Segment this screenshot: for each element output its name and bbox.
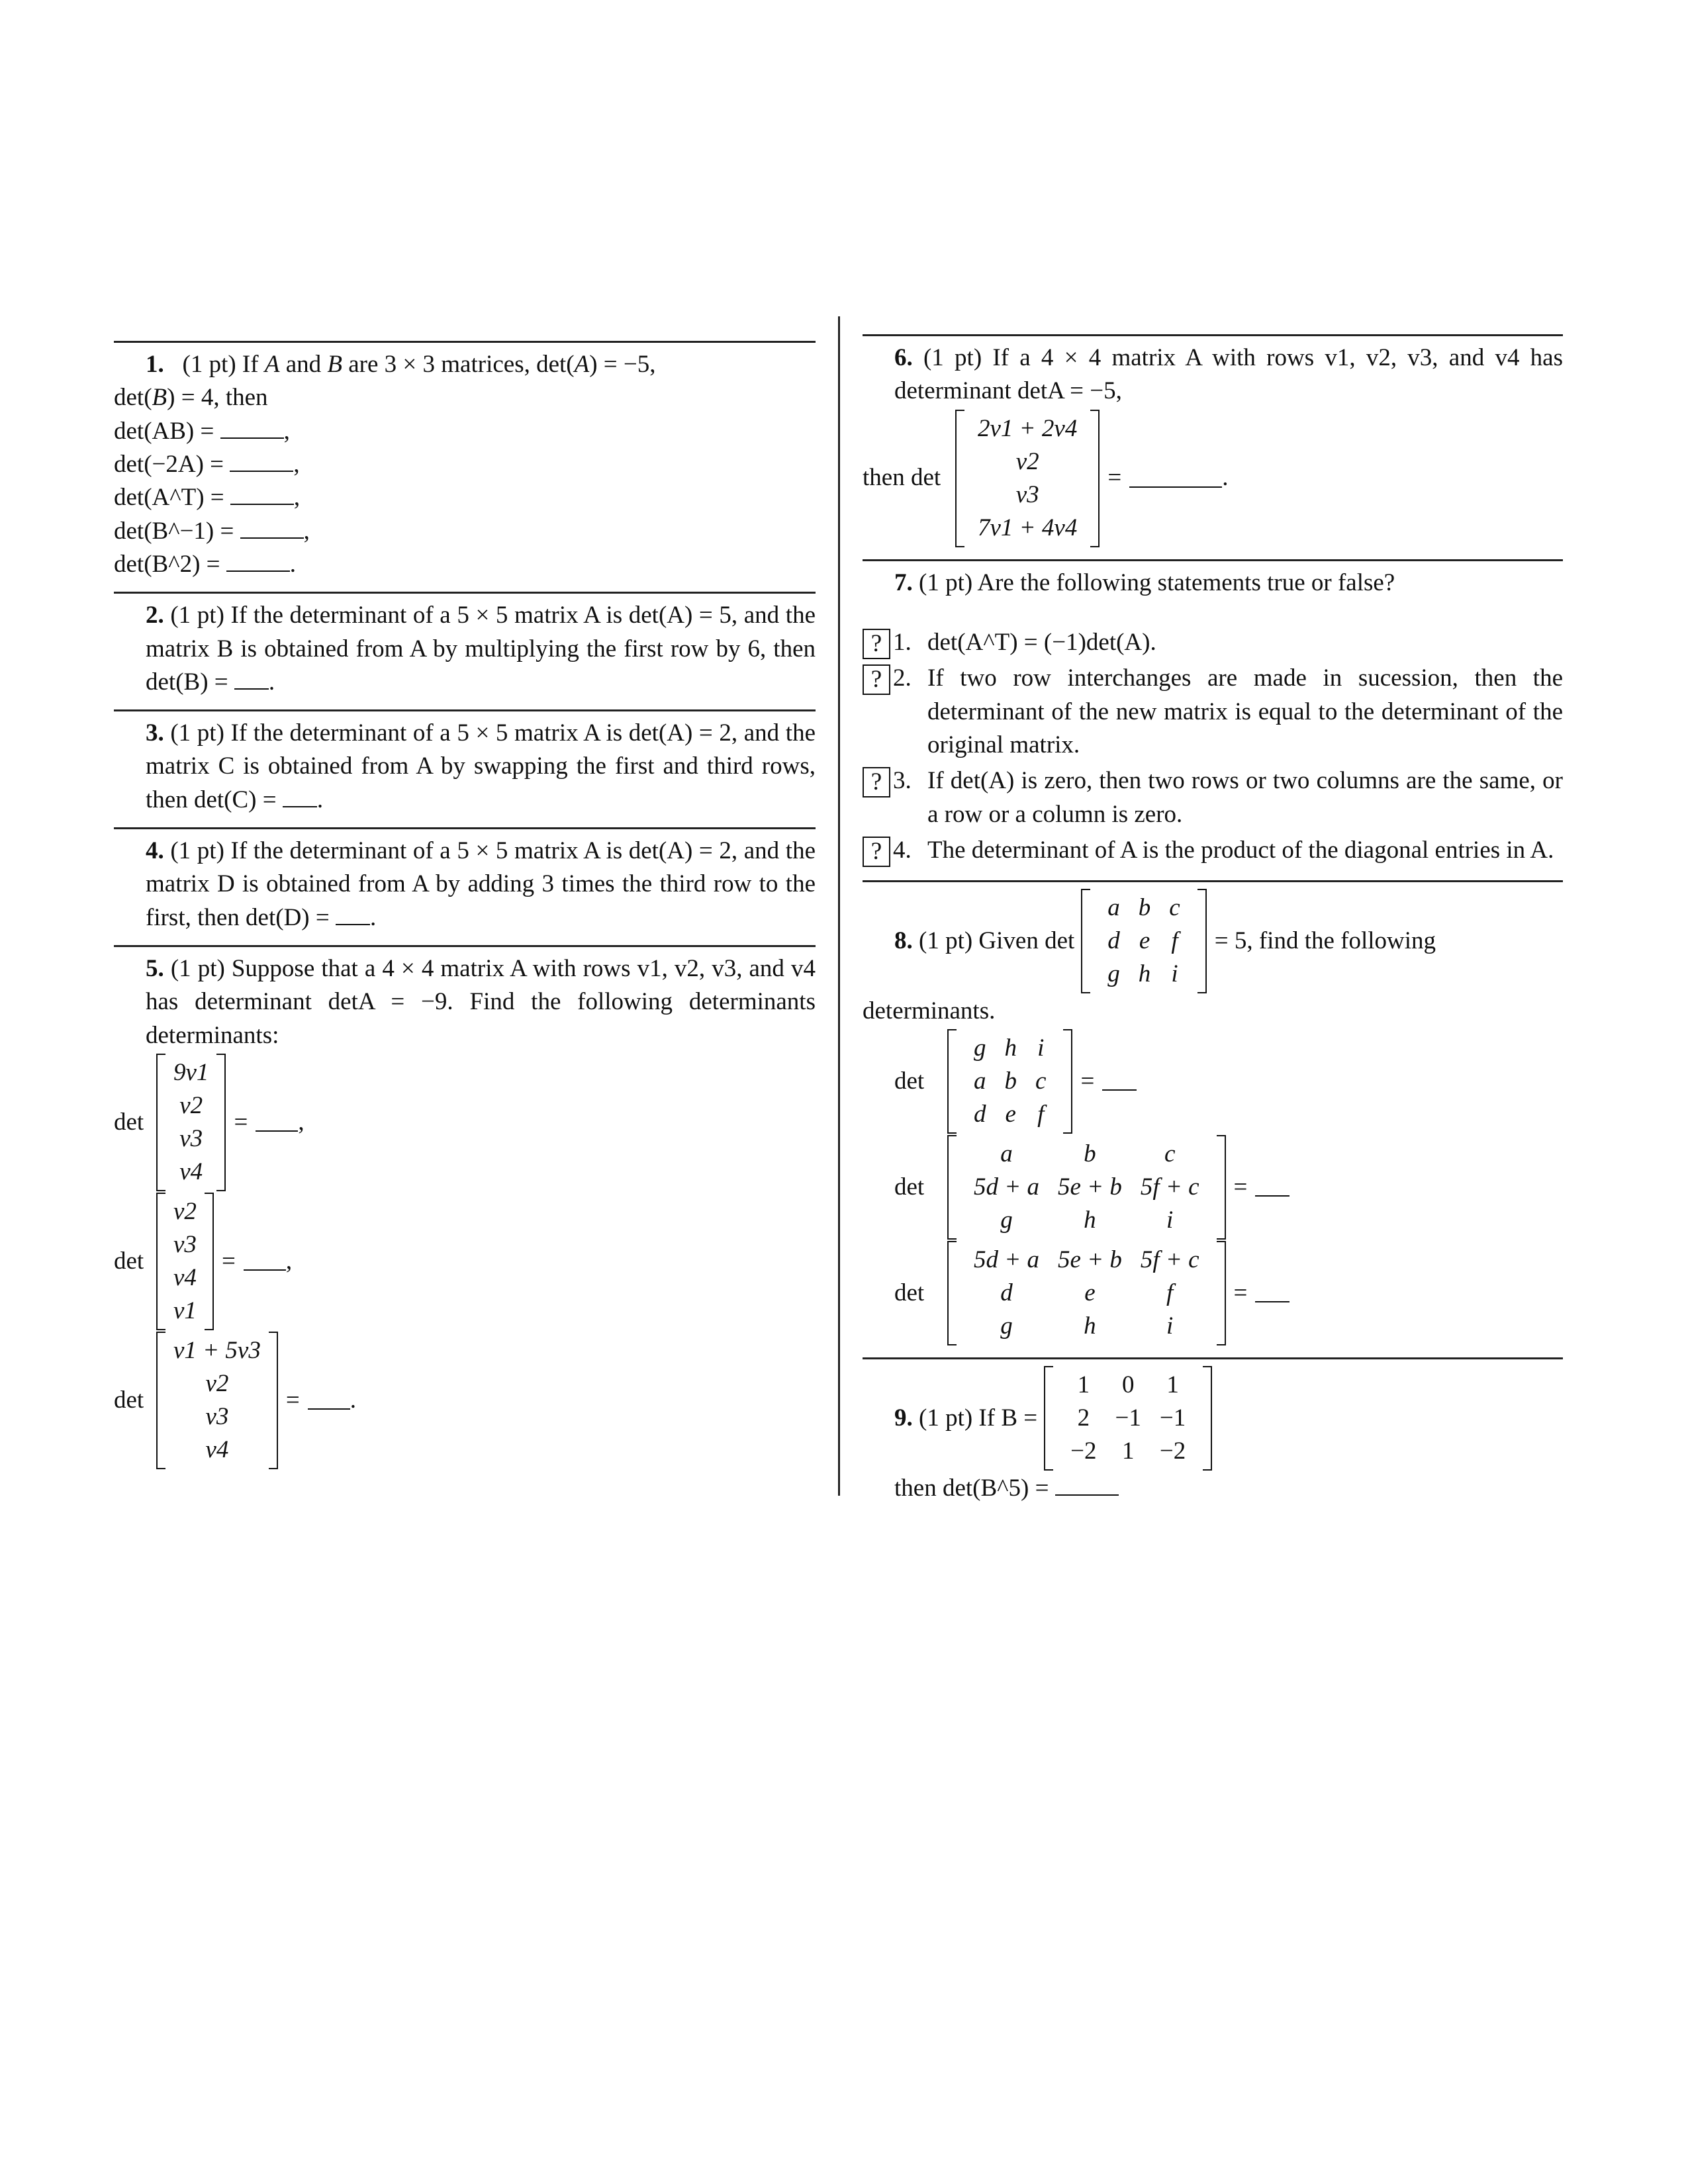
matrix-cell: g	[974, 1034, 986, 1062]
answer-blank[interactable]	[1129, 469, 1222, 488]
matrix-cell: h	[1138, 960, 1151, 988]
matrix-cell: 5f + c	[1140, 1173, 1199, 1201]
matrix-cell: i	[1171, 960, 1178, 988]
matrix-cell: 2	[1077, 1404, 1090, 1432]
matrix-row: 2v1 + 2v4	[978, 414, 1078, 442]
answer-box[interactable]: ?	[863, 837, 890, 867]
item-number: 3.	[893, 767, 912, 795]
answer-box[interactable]: ?	[863, 629, 890, 659]
matrix-cell: 1	[1166, 1371, 1179, 1399]
det-expression: det 5d + a 5e + b 5f + c d e f g h i =	[863, 1241, 1563, 1345]
problem-text: (1 pt) If B =	[919, 1404, 1038, 1432]
problem-number: 8.	[894, 927, 913, 954]
problem-9	[863, 1357, 1563, 1516]
item-label: det(A^T) =	[114, 484, 224, 512]
matrix-row: v4	[179, 1158, 203, 1185]
matrix-cell: g	[1000, 1312, 1013, 1340]
answer-blank[interactable]	[244, 1252, 286, 1271]
problem-4-text: 4. (1 pt) If the determinant of a 5 × 5 matrix A is det(A) = 2, and the matrix D is obtained from A by adding 3 times the third row to the first, then det(D) = .	[146, 837, 816, 931]
matrix-cell: f	[1037, 1101, 1045, 1128]
problem-8	[863, 880, 1563, 1357]
problem-number: 7.	[894, 569, 913, 596]
matrix-definition	[863, 1366, 1563, 1471]
det-label: det	[894, 1068, 925, 1095]
matrix-cell: a	[1000, 1140, 1013, 1168]
matrix-cell: 5e + b	[1057, 1173, 1122, 1201]
matrix-cell: g	[1107, 960, 1120, 988]
matrix-row: v4	[173, 1263, 197, 1291]
matrix-row: v3	[173, 1230, 197, 1258]
problem-3	[114, 709, 816, 827]
det-expression: then det 2v1 + 2v4 v2 v3 7v1 + 4v4 = .	[863, 410, 1563, 547]
matrix-row: v2	[205, 1369, 229, 1397]
answer-blank[interactable]	[220, 420, 284, 439]
det-label: det	[114, 1108, 144, 1136]
answer-box[interactable]: ?	[863, 767, 890, 797]
problem-1-intro-text: (1 pt) If A and B are 3 × 3 matrices, det(A) = −5,	[170, 351, 656, 378]
matrix	[947, 1241, 1226, 1345]
matrix-cell: h	[1004, 1034, 1017, 1062]
matrix-cell: f	[1171, 927, 1178, 955]
answer-blank[interactable]	[230, 453, 293, 472]
problem-text: (1 pt) If a 4 × 4 matrix A with rows v1, v2, v3, and v4 has determinant detA = −5,	[894, 344, 1563, 405]
answer-blank[interactable]	[1102, 1072, 1137, 1091]
problem-5-text	[114, 952, 816, 1052]
matrix-cell: −1	[1115, 1404, 1141, 1432]
answer-blank[interactable]	[240, 520, 304, 539]
matrix	[156, 1054, 226, 1191]
problem-text: (1 pt) If the determinant of a 5 × 5 matrix A is det(A) = 2, and the matrix D is obtained from A by adding 3 times the third row to the first, then det(D) =	[146, 837, 816, 931]
answer-blank[interactable]	[256, 1113, 298, 1132]
item-label: det(AB) =	[114, 417, 214, 445]
problem-text: (1 pt) Are the following statements true or false?	[919, 569, 1395, 596]
problem-6	[863, 334, 1563, 559]
problem-text: determinants.	[863, 997, 996, 1025]
problem-1-intro-cont: det(B) = 4, then	[114, 384, 268, 412]
matrix-row: v4	[205, 1435, 229, 1463]
matrix-cell: e	[1084, 1279, 1096, 1307]
answer-blank[interactable]	[283, 789, 317, 807]
det-label: det	[114, 1386, 144, 1414]
answer-blank[interactable]	[1255, 1284, 1289, 1302]
matrix-row: 9v1	[173, 1058, 209, 1086]
problem-text: (1 pt) If the determinant of a 5 × 5 matrix A is det(A) = 2, and the matrix C is obtained from A by swapping the first and third rows, then det(C) =	[146, 719, 816, 813]
answer-blank[interactable]	[308, 1391, 350, 1410]
problem-text: (1 pt) If the determinant of a 5 × 5 matrix A is det(A) = 5, and the matrix B is obtained from A by multiplying the first row by 6, then det(B) =	[146, 602, 816, 696]
answer-blank[interactable]	[1055, 1477, 1119, 1496]
problem-2	[114, 592, 816, 709]
problem-5	[114, 945, 816, 1481]
matrix-cell: a	[974, 1068, 986, 1095]
matrix	[1081, 889, 1206, 993]
problem-6-text	[863, 341, 1563, 408]
matrix	[955, 410, 1100, 547]
problem-text: (1 pt) Suppose that a 4 × 4 matrix A with rows v1, v2, v3, and v4 has determinant detA = −9. Find the following determinants determinants:	[146, 955, 816, 1049]
matrix-cell: 1	[1077, 1371, 1090, 1399]
problem-number: 2.	[146, 602, 164, 629]
matrix-cell: 1	[1121, 1437, 1135, 1465]
matrix-row: v2	[1015, 447, 1039, 475]
matrix-cell: c	[1035, 1068, 1047, 1095]
tf-item	[863, 662, 1563, 762]
det-label: then det	[863, 464, 941, 492]
problem-1-item: det(AB) = ,	[114, 417, 290, 445]
item-text: If two row interchanges are made in sucession, then the determinant of the new matrix is equal to the determinant of the original matrix.	[927, 664, 1563, 758]
matrix-cell: 0	[1121, 1371, 1135, 1399]
problem-1	[114, 341, 816, 592]
det-expression: det 9v1 v2 v3 v4 = ,	[114, 1054, 816, 1191]
problem-7-text	[863, 567, 1563, 600]
problem-number: 4.	[146, 837, 164, 865]
matrix-row: v2	[179, 1091, 203, 1119]
item-number: 2.	[893, 664, 912, 692]
det-expression: det v1 + 5v3 v2 v3 v4 = .	[114, 1332, 816, 1469]
matrix-cell: −2	[1159, 1437, 1186, 1465]
item-label: det(−2A) =	[114, 450, 224, 478]
item-text: If det(A) is zero, then two rows or two columns are the same, or a row or a column is zero.	[927, 767, 1563, 828]
problem-text: (1 pt) Given det	[919, 927, 1075, 954]
problem-number: 5.	[146, 955, 164, 982]
problem-9-then	[863, 1472, 1563, 1505]
problem-1-item: det(B^2) = .	[114, 550, 297, 578]
answer-blank[interactable]	[234, 671, 269, 690]
tf-item	[863, 834, 1563, 867]
matrix-cell: h	[1084, 1312, 1096, 1340]
matrix-row: v3	[1015, 480, 1039, 508]
tf-item	[863, 626, 1563, 659]
matrix-cell: f	[1166, 1279, 1174, 1307]
item-text: The determinant of A is the product of the diagonal entries in A.	[927, 836, 1554, 864]
matrix-cell: e	[1139, 927, 1150, 955]
problem-4	[114, 827, 816, 945]
left-column	[114, 341, 816, 1481]
det-label: det	[894, 1173, 925, 1201]
answer-blank[interactable]	[230, 486, 294, 505]
matrix-cell: h	[1084, 1206, 1096, 1234]
det-expression: det g h i a b c d e f =	[863, 1029, 1563, 1134]
matrix-cell: b	[1138, 894, 1151, 922]
answer-blank[interactable]	[336, 907, 370, 925]
matrix-cell: −2	[1070, 1437, 1097, 1465]
answer-blank[interactable]	[226, 553, 290, 572]
matrix-cell: e	[1005, 1101, 1016, 1128]
problem-text: then det(B^5) =	[894, 1475, 1049, 1502]
matrix-cell: d	[1107, 927, 1120, 955]
matrix-cell: b	[1084, 1140, 1096, 1168]
matrix-cell: i	[1037, 1034, 1045, 1062]
problem-1-item: det(−2A) = ,	[114, 450, 300, 478]
matrix-cell: g	[1000, 1206, 1013, 1234]
problem-number: 3.	[146, 719, 164, 747]
matrix	[1044, 1366, 1212, 1471]
problem-text: = 5, find the following	[1214, 927, 1436, 954]
problem-1-item: det(A^T) = ,	[114, 484, 301, 512]
matrix	[156, 1332, 278, 1469]
item-label: det(B^−1) =	[114, 517, 234, 545]
matrix-cell: d	[974, 1101, 986, 1128]
problem-3-text: 3. (1 pt) If the determinant of a 5 × 5 matrix A is det(A) = 2, and the matrix C is obtained from A by swapping the first and third rows, then det(C) = .	[146, 719, 816, 813]
det-expression: det a b c 5d + a 5e + b 5f + c g h i =	[863, 1135, 1563, 1240]
answer-box[interactable]: ?	[863, 664, 890, 695]
matrix-cell: d	[1000, 1279, 1013, 1307]
problem-2-text: 2. (1 pt) If the determinant of a 5 × 5 matrix A is det(A) = 5, and the matrix B is obtained from A by multiplying the first row by 6, then det(B) = .	[146, 602, 816, 696]
matrix-row: v1 + 5v3	[173, 1336, 261, 1364]
problem-number: 9.	[894, 1404, 913, 1432]
matrix	[947, 1029, 1072, 1134]
matrix	[156, 1193, 214, 1330]
matrix-cell: b	[1004, 1068, 1017, 1095]
column-divider	[838, 316, 840, 1496]
item-number: 4.	[893, 836, 912, 864]
problem-1-item: det(B^−1) = ,	[114, 517, 310, 545]
answer-blank[interactable]	[1255, 1178, 1289, 1197]
matrix-row: v3	[205, 1402, 229, 1430]
item-text: det(A^T) = (−1)det(A).	[927, 628, 1156, 656]
item-label: det(B^2) =	[114, 550, 220, 578]
matrix-cell: 5d + a	[974, 1246, 1039, 1274]
matrix-cell: a	[1107, 894, 1120, 922]
given-expression	[863, 889, 1563, 993]
matrix-cell: 5f + c	[1140, 1246, 1199, 1274]
matrix-row: v1	[173, 1297, 197, 1324]
problem-7	[863, 559, 1563, 881]
matrix-row: v3	[179, 1124, 203, 1152]
matrix-cell: 5d + a	[974, 1173, 1039, 1201]
det-label: det	[894, 1279, 925, 1307]
matrix-cell: −1	[1159, 1404, 1186, 1432]
det-expression: det v2 v3 v4 v1 = ,	[114, 1193, 816, 1330]
matrix-cell: i	[1166, 1206, 1174, 1234]
problem-number: 1.	[146, 351, 164, 378]
matrix	[947, 1135, 1226, 1240]
matrix-cell: c	[1169, 894, 1180, 922]
matrix-row: 7v1 + 4v4	[978, 514, 1078, 541]
matrix-cell: 5e + b	[1057, 1246, 1122, 1274]
tf-item	[863, 764, 1563, 831]
item-number: 1.	[893, 628, 912, 656]
problem-number: 6.	[894, 344, 913, 371]
det-label: det	[114, 1247, 144, 1275]
matrix-cell: c	[1164, 1140, 1176, 1168]
right-column	[863, 334, 1563, 1516]
matrix-row: v2	[173, 1197, 197, 1225]
matrix-cell: i	[1166, 1312, 1174, 1340]
